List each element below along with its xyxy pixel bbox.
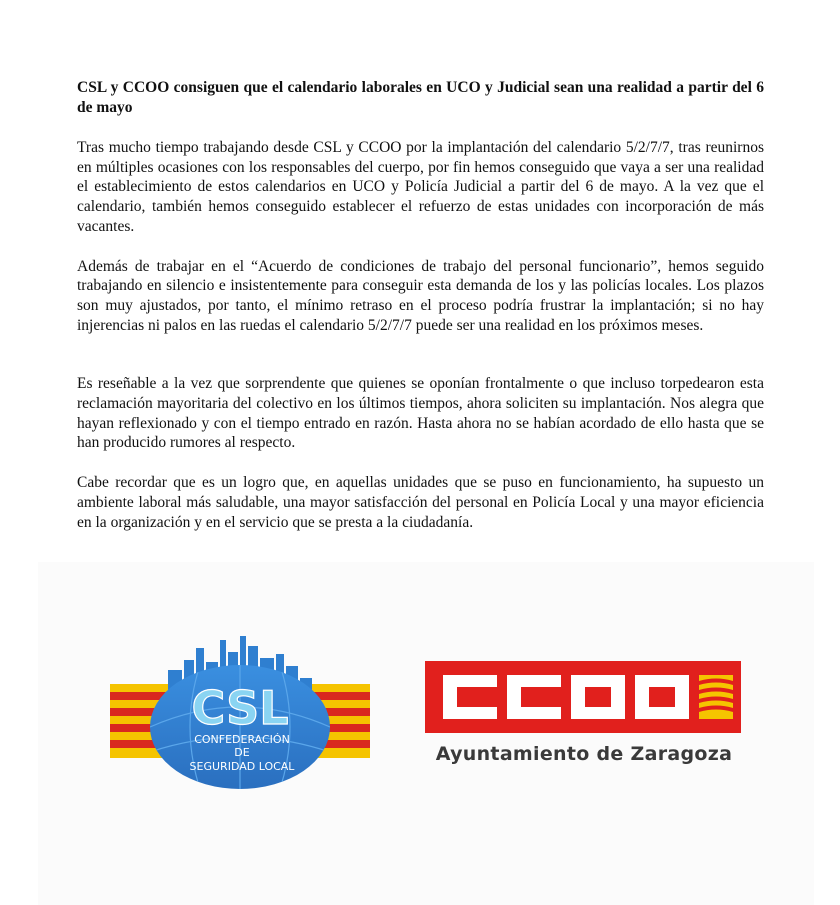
paragraph-1: Tras mucho tiempo trabajando desde CSL y CCOO por la implantación del calendario 5/2/7/7, tras reunirnos en múltiples ocasiones con los responsables del cuerpo, por fin hemos conseguido que vaya a ser una realidad el establecimiento de estos calendarios en UCO y Policía Judicial a partir del 6 de mayo. A la vez que el calendario, también hemos conseguido establecer el refuerzo de estas unidades con incorporación de más vacantes. — [77, 139, 764, 235]
paragraph-3: Es reseñable a la vez que sorprendente que quienes se oponían frontalmente o que incluso torpedearon esta reclamación mayoritaria del colectivo en los últimos tiempos, ahora soliciten su implantación. Nos alegra que hayan reflexionado y con el tiempo entrado en razón. Hasta ahora no se habían acordado de ello hasta que se han producido rumores al respecto. — [77, 375, 764, 452]
csl-logo — [110, 632, 370, 792]
ccoo-subtitle: Ayuntamiento de Zaragoza — [435, 743, 733, 765]
csl-acronym: CSL — [191, 681, 289, 735]
csl-line1: CONFEDERACIÓN — [194, 733, 290, 746]
article-title: CSL y CCOO consiguen que el calendario laborales en UCO y Judicial sean una realidad a partir del 6 de mayo — [77, 79, 764, 116]
ccoo-aragon-flag-logo-icon — [425, 661, 741, 733]
ccoo-logo — [425, 661, 743, 771]
paragraph-4: Cabe recordar que es un logro que, en aquellas unidades que se puso en funcionamiento, ha supuesto un ambiente laboral más saludable, una mayor satisfacción del personal en Policía Local y una mayor eficiencia en la organización y en el servicio que se presta a la ciudadanía. — [77, 474, 764, 531]
csl-line2: DE — [234, 746, 250, 759]
article — [77, 78, 764, 532]
ccoo-red-box — [425, 661, 741, 733]
logos-footer — [38, 562, 814, 905]
aragon-flag — [699, 675, 733, 719]
paragraph-2: Además de trabajar en el “Acuerdo de condiciones de trabajo del personal funcionario”, hemos seguido trabajando en silencio e insistentemente para conseguir esta demanda de los y las policías locales. Los plazos son muy ajustados, por tanto, el mínimo retraso en el proceso podría frustrar la implantación; si no hay injerencias ni palos en las ruedas el calendario 5/2/7/7 puede ser una realidad en los próximos meses. — [77, 257, 764, 334]
csl-city-globe-logo-icon — [110, 632, 370, 792]
csl-line3: SEGURIDAD LOCAL — [189, 760, 295, 773]
